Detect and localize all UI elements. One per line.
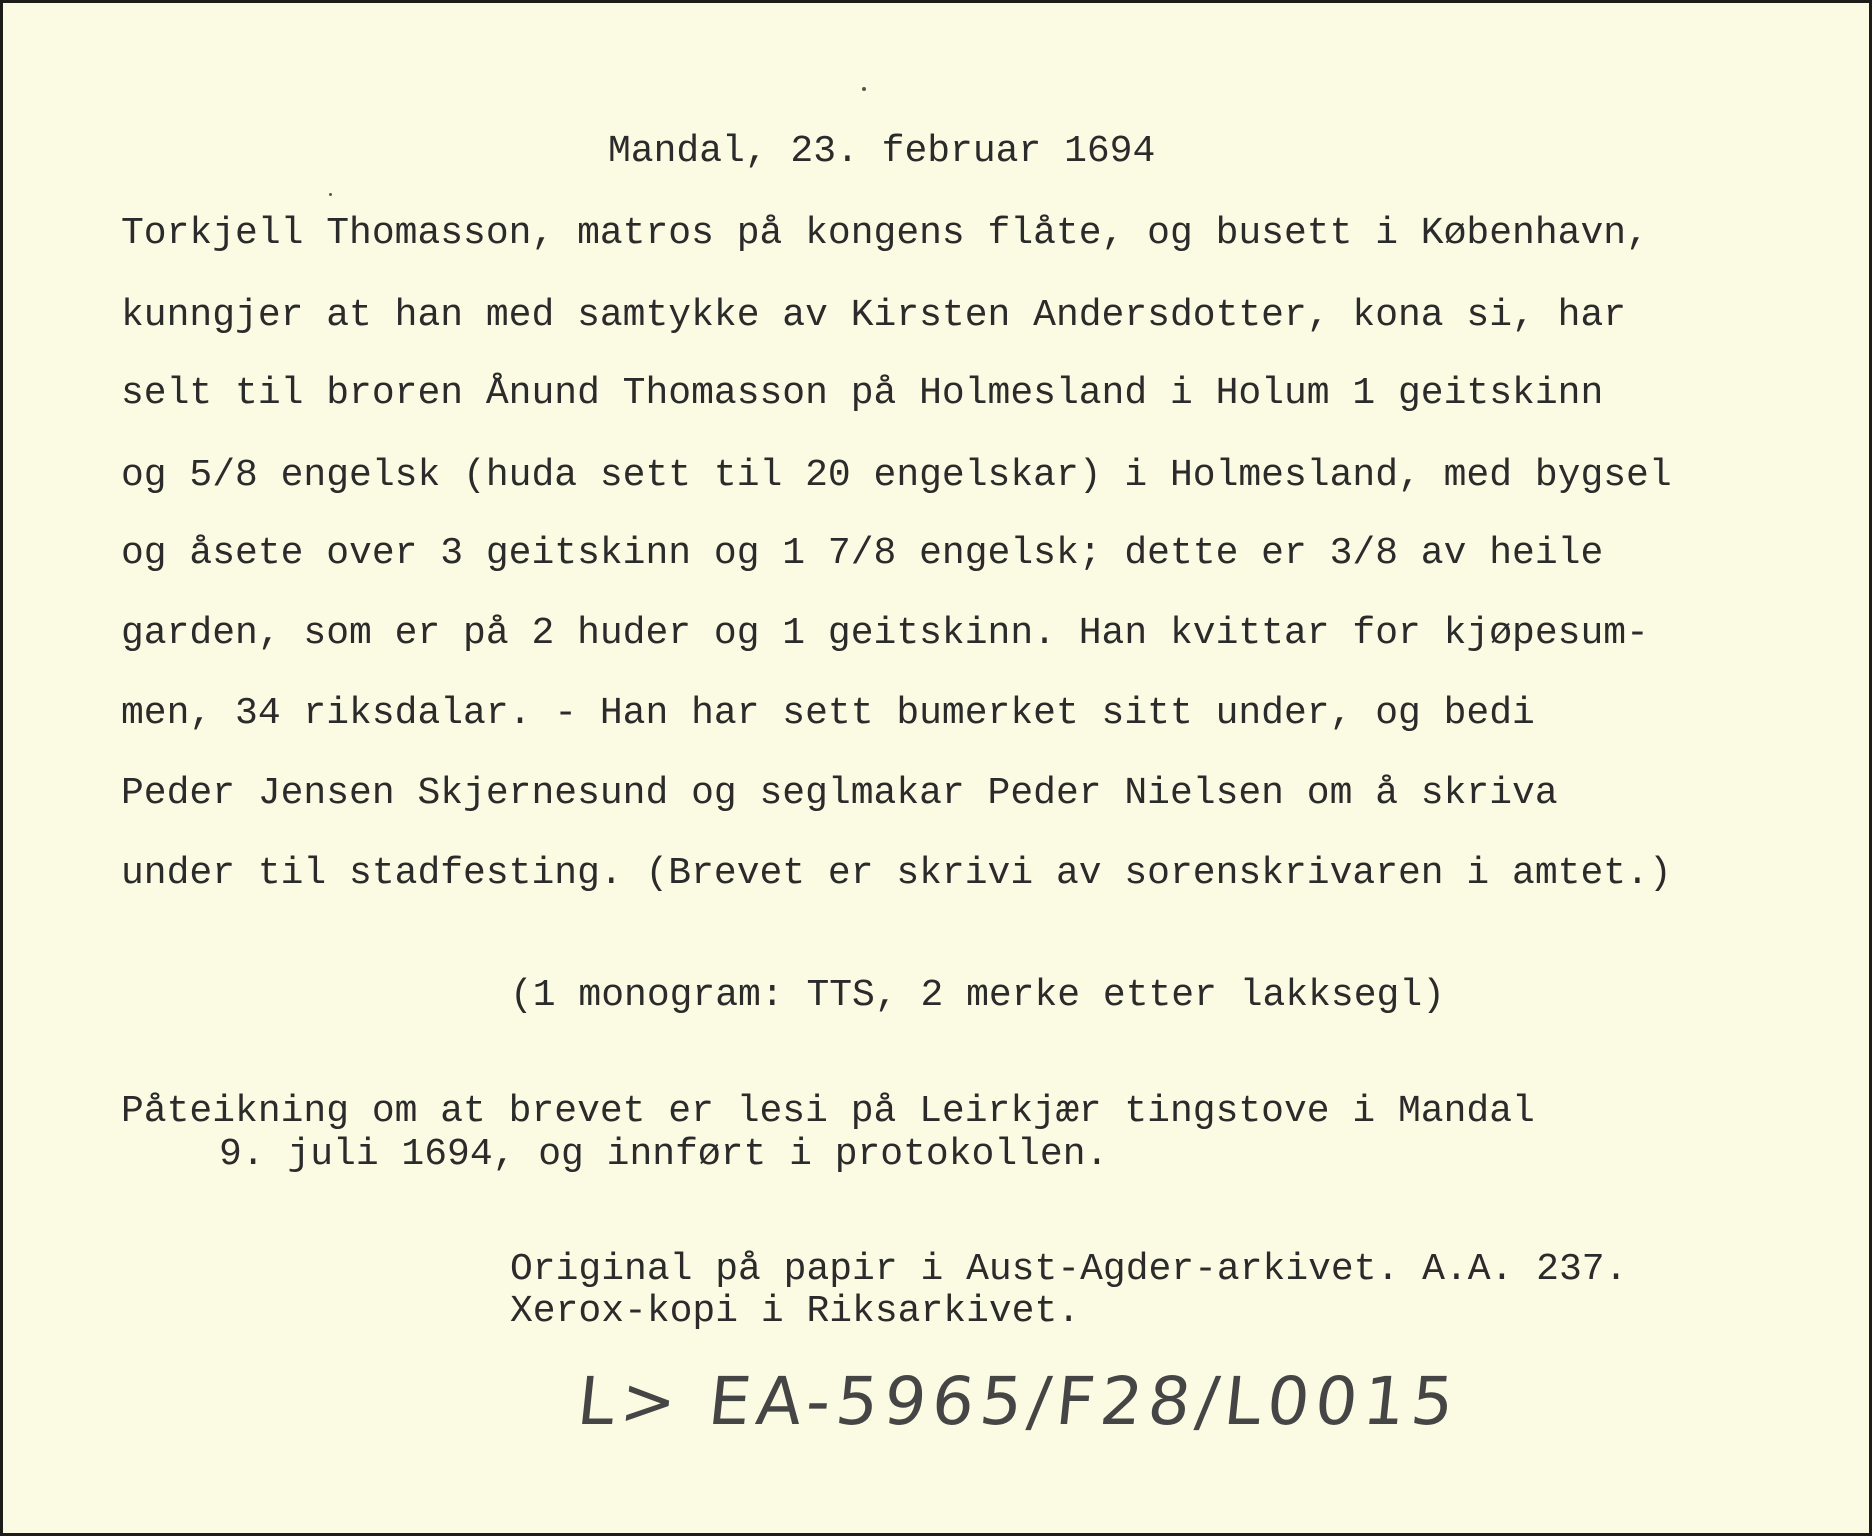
source-line: Xerox-kopi i Riksarkivet. [510,1290,1081,1333]
body-line: men, 34 riksdalar. - Han har sett bumerket sitt under, og bedi [121,692,1535,735]
endorsement-line: Påteikning om at brevet er lesi på Leirkjær tingstove i Mandal [121,1090,1535,1133]
body-line: kunngjer at han med samtykke av Kirsten Andersdotter, kona si, har [121,294,1627,337]
document-card [3,3,1869,1533]
speck-mark [329,193,332,196]
seal-note: (1 monogram: TTS, 2 merke etter lakksegl) [510,974,1445,1017]
body-line: og 5/8 engelsk (huda sett til 20 engelskar) i Holmesland, med bygsel [121,454,1672,497]
speck-mark [862,87,866,91]
body-line: Torkjell Thomasson, matros på kongens flåte, og busett i København, [121,212,1649,255]
endorsement-line: 9. juli 1694, og innført i protokollen. [219,1133,1109,1176]
source-line: Original på papir i Aust-Agder-arkivet. A.A. 237. [510,1248,1628,1291]
date-line: Mandal, 23. februar 1694 [608,130,1156,173]
handwritten-reference: L> EA-5965/F28/L0015 [573,1363,1464,1440]
body-line: selt til broren Ånund Thomasson på Holmesland i Holum 1 geitskinn [121,372,1604,415]
body-line: Peder Jensen Skjernesund og seglmakar Peder Nielsen om å skriva [121,772,1558,815]
body-line: og åsete over 3 geitskinn og 1 7/8 engelsk; dette er 3/8 av heile [121,532,1604,575]
body-line: under til stadfesting. (Brevet er skrivi av sorenskrivaren i amtet.) [121,852,1672,895]
body-line: garden, som er på 2 huder og 1 geitskinn. Han kvittar for kjøpesum- [121,612,1649,655]
